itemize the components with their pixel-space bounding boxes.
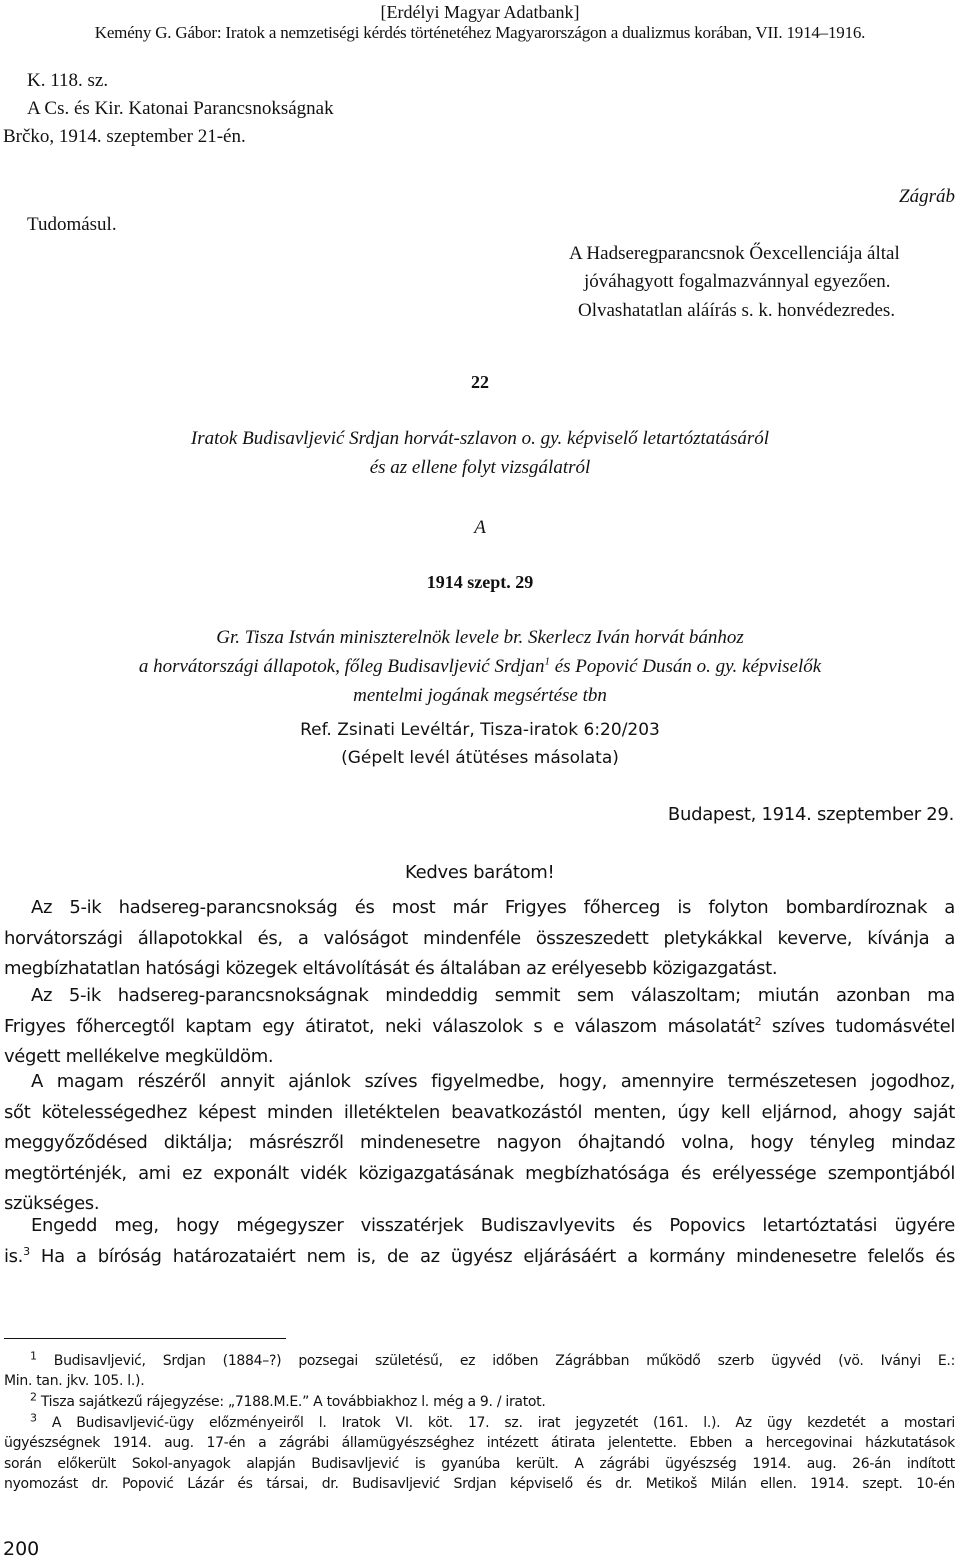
document-summary-line2: a horvátországi állapotok, főleg Budisavljević Srdjan$^1$ és Popović Dusán o. gy. képviselők xyxy=(138,655,822,677)
paragraph-4-line: is.$^3$ Ha a bíróság határozataiért nem is, de az ügyész eljárásáért a kormány mindenesetre felelős és xyxy=(4,1244,955,1267)
paragraph-2-line: végett mellékelve megküldöm. xyxy=(4,1046,274,1067)
paragraph-1-line: Az 5-ik hadsereg-parancsnokság és most már Frigyes főherceg is folyton bombardíroznak a xyxy=(31,897,955,918)
section-title-line1: Iratok Budisavljević Srdjan horvát-szlavon o. gy. képviselő letartóztatásáról xyxy=(190,428,770,449)
paragraph-3-line: megtörténjék, ami ez exponált vidék közigazgatásának megbízhatósága és erélyessége szempontjából xyxy=(4,1162,955,1184)
document-label: A xyxy=(474,517,486,538)
footnote-3-text: A Budisavljević-ügy előzményeiről l. Iratok VI. köt. 17. sz. irat jegyzetét (161. l.). Az ügy kezdetét a mostari xyxy=(51,1415,955,1431)
paragraph-3-line: szükséges. xyxy=(4,1193,100,1214)
prev-doc-date: Brčko, 1914. szeptember 21-én. xyxy=(3,126,246,147)
prev-doc-addressee: A Cs. és Kir. Katonai Parancsnokságnak xyxy=(27,98,334,119)
paragraph-1-line: megbízhatatlan hatósági közegek eltávolítását és általában az erélyesebb közigazgatást. xyxy=(4,958,778,979)
prev-doc-signature: Olvashatatlan aláírás s. k. honvédezredes. xyxy=(578,300,896,321)
footnote-3 xyxy=(4,1413,955,1494)
archive-reference: Ref. Zsinati Levéltár, Tisza-iratok 6:20/203 xyxy=(300,720,660,740)
prev-doc-note: Tudomásul. xyxy=(27,214,117,235)
prev-doc-ref: K. 118. sz. xyxy=(27,70,109,91)
footnote-1-text: Budisavljević, Srdjan (1884–?) pozsegai születésű, ez időben Zágrábban működő szerb ügyvéd (vö. Iványi E.: xyxy=(53,1353,955,1369)
paragraph-2 xyxy=(4,981,955,1073)
footnote-separator xyxy=(4,1338,286,1339)
copy-note: (Gépelt levél átütéses másolata) xyxy=(341,748,619,768)
document-summary-line3: mentelmi jogának megsértése tbn xyxy=(353,685,607,706)
footnote-3-number: 3 xyxy=(30,1411,37,1425)
paragraph-3-line: meggyőződésed diktálja; másrészről mindenesetre nagyon óhajtandó volna, hogy tényleg mindaz xyxy=(4,1132,955,1153)
footnote-3-text: nyomozást dr. Popović Lázár és társai, dr. Budisavljević Srdjan képviselő és dr. Metikoš Milán ellen. 1914. szept. 10-én xyxy=(4,1475,955,1492)
prev-doc-approval-line2: jóváhagyott fogalmazvánnyal egyezően. xyxy=(584,271,891,292)
document-summary-line1: Gr. Tisza István miniszterelnök levele br. Skerlecz Iván horvát bánhoz xyxy=(216,627,744,648)
footnote-2 xyxy=(4,1392,955,1412)
footnote-1 xyxy=(4,1351,955,1392)
paragraph-1-line: horvátországi állapotokkal és, a valóságot mindenféle összeszedett pletykákkal keverve, kívánja a xyxy=(4,927,955,949)
book-title-header: Kemény G. Gábor: Iratok a nemzetiségi kérdés történetéhez Magyarországon a dualizmus korában, VII. 1914–1916. xyxy=(94,23,866,42)
paragraph-4 xyxy=(4,1211,955,1272)
footnote-3-text: során előkerült Sokol-anyagok alapján Budisavljević is gyanúba került. A zágrábi ügyészség 1914. aug. 26-án indított xyxy=(4,1455,955,1472)
paragraph-3-line: A magam részéről annyit ajánlok szíves figyelmedbe, hogy, amennyire természetesen jogodhoz, xyxy=(31,1071,955,1092)
footnote-1-text: Min. tan. jkv. 105. l.). xyxy=(4,1373,145,1390)
footnote-1-number: 1 xyxy=(30,1349,37,1363)
footnote-ref-3[interactable]: 3 xyxy=(23,1244,30,1258)
footnote-2-text: Tisza sajátkezű rájegyzése: „7188.M.E.” A továbbiakhoz l. még a 9. / iratot. xyxy=(40,1394,546,1410)
document-date: 1914 szept. 29 xyxy=(426,572,534,592)
footnote-2-number: 2 xyxy=(30,1390,37,1404)
footnote-ref-1[interactable]: 1 xyxy=(544,655,550,668)
paragraph-4-line: Engedd meg, hogy mégegyszer visszatérjek Budiszavlyevits és Popovics letartóztatási ügyére xyxy=(31,1215,955,1236)
section-title-line2: és az ellene folyt vizsgálatról xyxy=(369,457,591,478)
section-number: 22 xyxy=(471,372,489,392)
footnote-3-text: ügyészségnek 1914. aug. 17-én a zágrábi államügyészséghez intézett átirata jelentette. Ebben a hercegovinai házkutatások xyxy=(4,1435,955,1452)
paragraph-1 xyxy=(4,893,955,985)
letter-place-date: Budapest, 1914. szeptember 29. xyxy=(667,804,954,825)
paragraph-2-line: Az 5-ik hadsereg-parancsnokságnak mindeddig semmit sem válaszoltam; miután azonban ma xyxy=(31,985,955,1006)
paragraph-3 xyxy=(4,1067,955,1220)
footnote-ref-2[interactable]: 2 xyxy=(754,1014,762,1028)
letter-salutation: Kedves barátom! xyxy=(405,862,555,883)
prev-doc-place: Zágráb xyxy=(899,186,955,207)
paragraph-2-line: Frigyes főhercegtől kaptam egy átiratot, neki válaszolok s e válaszom másolatát$^2$ szíves tudomásvétel xyxy=(4,1014,955,1037)
paragraph-3-line: sőt kötelességedhez képest minden illetéktelen beavatkozástól menten, úgy kell eljárnod, ahogy saját xyxy=(4,1101,955,1123)
source-header: [Erdélyi Magyar Adatbank] xyxy=(380,2,580,22)
prev-doc-approval-line1: A Hadseregparancsnok Őexcellenciája által xyxy=(569,243,900,264)
page-number: 200 xyxy=(3,1538,40,1560)
